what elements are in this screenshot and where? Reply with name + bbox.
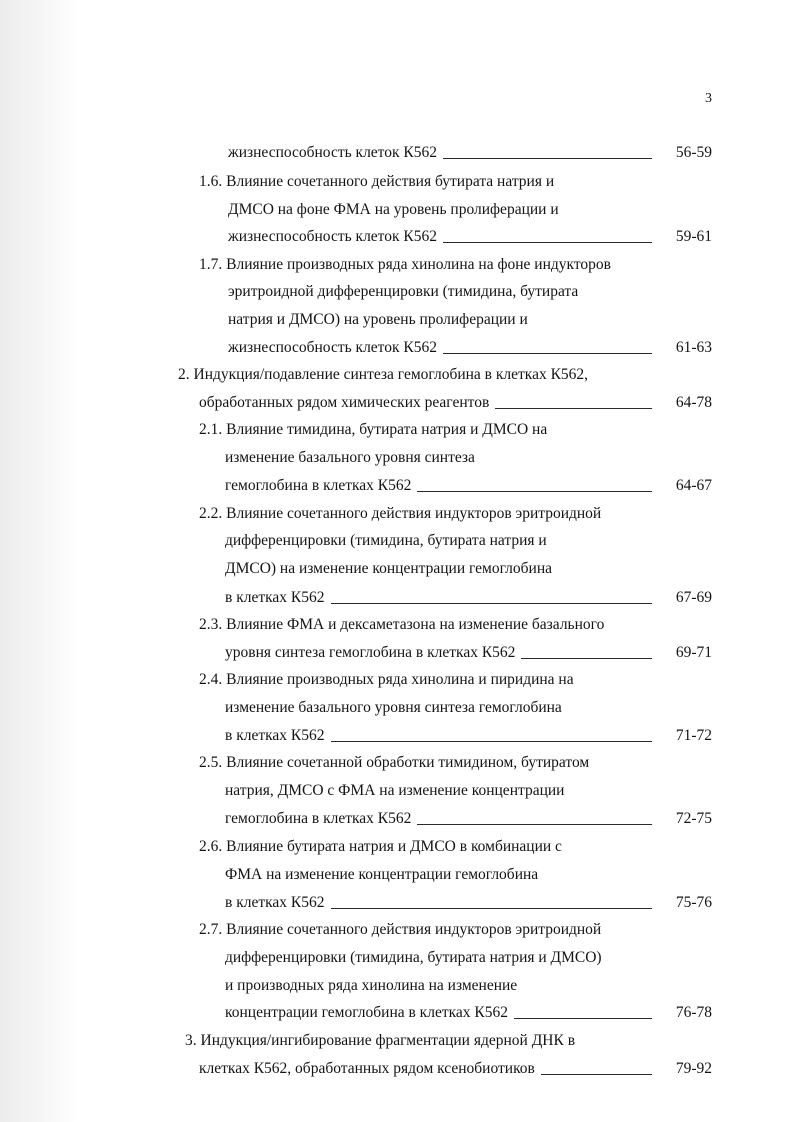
toc-entry-line: изменение базального уровня синтеза гемоглобина — [225, 699, 562, 716]
toc-entry-line: 2.1. Влияние тимидина, бутирата натрия и ДМСО на — [199, 421, 548, 438]
toc-page-range: 56-59 — [675, 144, 712, 161]
toc-page-range: 69-71 — [675, 644, 712, 661]
toc-entry-line: натрия и ДМСО) на уровень пролиферации и — [228, 311, 528, 328]
toc-entry-line — [228, 226, 712, 248]
toc-leader-line — [331, 602, 652, 604]
toc-entry-text: обработанных рядом химических реагентов — [199, 394, 490, 411]
toc-entry-line — [225, 1002, 712, 1024]
toc-entry-text: в клетках К562 — [225, 589, 325, 606]
toc-entry-line: изменение базального уровня синтеза — [225, 449, 475, 466]
toc-leader-line — [514, 1017, 652, 1019]
toc-entry-line: 2.6. Влияние бутирата натрия и ДМСО в комбинации с — [199, 838, 562, 855]
toc-entry-line: ФМА на изменение концентрации гемоглобина — [225, 866, 539, 883]
toc-leader-line — [521, 657, 652, 659]
toc-entry-line — [225, 892, 712, 914]
toc-entry-line: 2.5. Влияние сочетанной обработки тимидином, бутиратом — [199, 754, 590, 771]
toc-entry-line: 2. Индукция/подавление синтеза гемоглобина в клетках К562, — [178, 366, 589, 383]
page-number: 3 — [705, 91, 712, 106]
toc-entry-line: натрия, ДМСО с ФМА на изменение концентрации — [225, 782, 565, 799]
toc-leader-line — [443, 352, 652, 354]
toc-entry-line: 3. Индукция/ингибирование фрагментации ядерной ДНК в — [185, 1032, 576, 1049]
toc-entry-line: 2.7. Влияние сочетанного действия индукторов эритроидной — [199, 921, 602, 938]
toc-page-range: 71-72 — [675, 727, 712, 744]
toc-page-range: 72-75 — [675, 810, 712, 827]
toc-entry-text: жизнеспособность клеток К562 — [228, 339, 438, 356]
toc-entry-line — [228, 337, 712, 359]
toc-entry-text: клетках К562, обработанных рядом ксенобиотиков — [199, 1060, 535, 1077]
toc-entry-line: 2.3. Влияние ФМА и дексаметазона на изменение базального — [199, 616, 605, 633]
toc-page-range: 79-92 — [675, 1060, 712, 1077]
toc-leader-line — [331, 907, 652, 909]
toc-entry-text: гемоглобина в клетках К562 — [225, 810, 412, 827]
toc-entry-text: гемоглобина в клетках К562 — [225, 477, 412, 494]
toc-entry-line: 2.2. Влияние сочетанного действия индукторов эритроидной — [199, 505, 602, 522]
toc-entry-line: ДМСО на фоне ФМА на уровень пролиферации и — [228, 201, 559, 218]
toc-entry-line — [225, 642, 712, 664]
toc-leader-line — [443, 241, 652, 243]
toc-leader-line — [417, 823, 652, 825]
toc-entry-text: жизнеспособность клеток К562 — [228, 144, 438, 161]
toc-entry-line — [199, 392, 712, 414]
toc-entry-text: в клетках К562 — [225, 894, 325, 911]
toc-entry-text: в клетках К562 — [225, 727, 325, 744]
toc-entry-line — [225, 475, 712, 497]
toc-leader-line — [331, 740, 652, 742]
toc-leader-line — [541, 1073, 652, 1075]
toc-leader-line — [495, 407, 652, 409]
toc-page-range: 67-69 — [675, 589, 712, 606]
toc-page-range: 64-78 — [675, 394, 712, 411]
toc-entry-text: жизнеспособность клеток К562 — [228, 228, 438, 245]
toc-entry-line — [199, 1058, 712, 1080]
toc-entry-line — [228, 142, 712, 164]
toc-entry-line: дифференцировки (тимидина, бутирата натрия и ДМСО) — [225, 949, 602, 966]
toc-entry-line: и производных ряда хинолина на изменение — [225, 977, 518, 994]
toc-page-range: 76-78 — [675, 1004, 712, 1021]
toc-entry-line: 1.6. Влияние сочетанного действия бутирата натрия и — [199, 173, 555, 190]
toc-entry-line: дифференцировки (тимидина, бутирата натрия и — [225, 532, 547, 549]
toc-page-range: 64-67 — [675, 477, 712, 494]
toc-entry-text: уровня синтеза гемоглобина в клетках К562 — [225, 644, 516, 661]
toc-entry-line — [225, 725, 712, 747]
toc-entry-line: эритроидной дифференцировки (тимидина, бутирата — [228, 283, 579, 300]
toc-leader-line — [417, 490, 652, 492]
toc-entry-line: ДМСО) на изменение концентрации гемоглобина — [225, 560, 552, 577]
toc-page-range: 59-61 — [675, 228, 712, 245]
toc-entry-line: 1.7. Влияние производных ряда хинолина на фоне индукторов — [199, 256, 611, 273]
toc-entry-line — [225, 808, 712, 830]
toc-entry-line — [225, 587, 712, 609]
toc-page-range: 75-76 — [675, 894, 712, 911]
toc-entry-text: концентрации гемоглобина в клетках К562 — [225, 1004, 508, 1021]
toc-entry-line: 2.4. Влияние производных ряда хинолина и пиридина на — [199, 671, 574, 688]
toc-page-range: 61-63 — [675, 339, 712, 356]
toc-leader-line — [443, 157, 652, 159]
